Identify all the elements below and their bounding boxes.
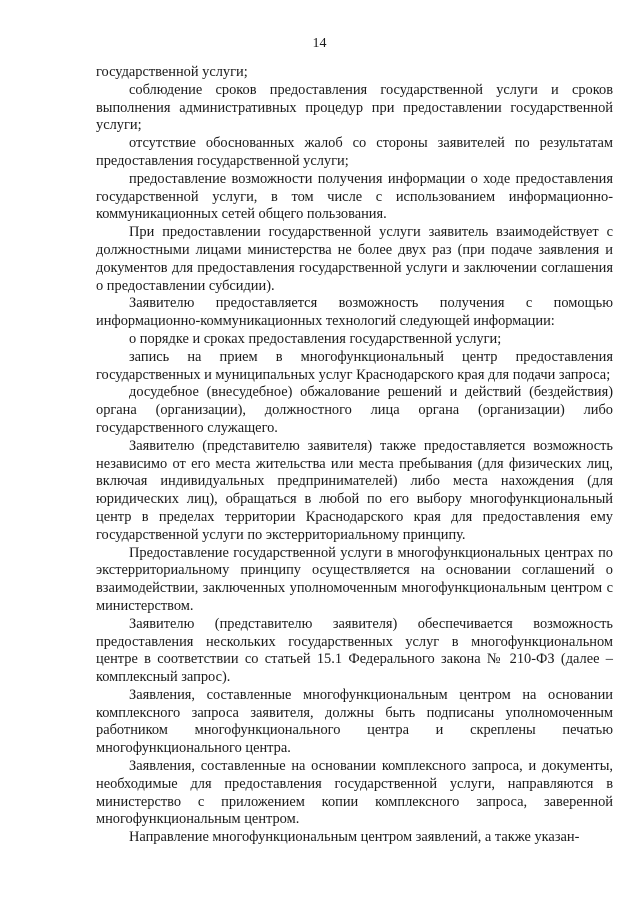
- paragraph: соблюдение сроков предоставления государственной услуги и сроков выполнения административных процедур при предоставлении государственной услуги;: [96, 81, 613, 134]
- paragraph: Заявителю (представителю заявителя) обеспечивается возможность предоставления нескольких государственных услуг в многофункциональном центре в соответствии со статьей 15.1 Федерального закона № 210-ФЗ (далее – комплексный запрос).: [96, 615, 613, 686]
- paragraph: отсутствие обоснованных жалоб со стороны заявителей по результатам предоставления государственной услуги;: [96, 135, 613, 169]
- paragraph: Направление многофункциональным центром заявлений, а также указан-: [129, 829, 580, 846]
- paragraph: Предоставление государственной услуги в многофункциональных центрах по экстерриториальному принципу осуществляется на основании соглашений о взаимодействии, заключенных уполномоченным многофункциональным центром с министерством.: [96, 544, 613, 614]
- paragraph: предоставление возможности получения информации о ходе предоставления государственной услуги, в том числе с использованием информационно-коммуникационных сетей общего пользования.: [96, 170, 613, 223]
- paragraph: запись на прием в многофункциональный центр предоставления государственных и муниципальных услуг Краснодарского края для подачи запроса;: [96, 348, 613, 383]
- page-number: 14: [312, 36, 327, 51]
- paragraph: досудебное (внесудебное) обжалование решений и действий (бездействия) органа (организации), должностного лица органа (организации) либо государственного служащего.: [96, 384, 613, 436]
- paragraph: о порядке и сроках предоставления государственной услуги;: [129, 330, 502, 347]
- body-text: [96, 64, 613, 847]
- paragraph: Заявителю (представителю заявителя) также предоставляется возможность независимо от его места жительства или места пребывания (для физических лиц, включая индивидуальных предпринимателей) либо места нахождения (для юридических лиц), обращаться в любой по его выбору многофункциональный центр в пределах территории Краснодарского края для предоставления ему государственной услуги по экстерриториальному принципу.: [96, 437, 613, 543]
- paragraph: Заявления, составленные на основании комплексного запроса, и документы, необходимые для предоставления государственной услуги, направляются в министерство с приложением копии комплексного запроса, заверенной многофункциональным центром.: [96, 758, 613, 828]
- paragraph: государственной услуги;: [96, 64, 248, 80]
- paragraph: При предоставлении государственной услуги заявитель взаимодействует с должностными лицами министерства не более двух раз (при подаче заявления и документов для предоставления государственной услуги и заключении соглашения о предоставлении субсидии).: [96, 224, 613, 294]
- paragraph: Заявителю предоставляется возможность получения с помощью информационно-коммуникационных технологий следующей информации:: [96, 295, 613, 330]
- paragraph: Заявления, составленные многофункциональным центром на основании комплексного запроса заявителя, должны быть подписаны уполномоченным работником многофункционального центра и скреплены печатью многофункционального центра.: [96, 686, 613, 757]
